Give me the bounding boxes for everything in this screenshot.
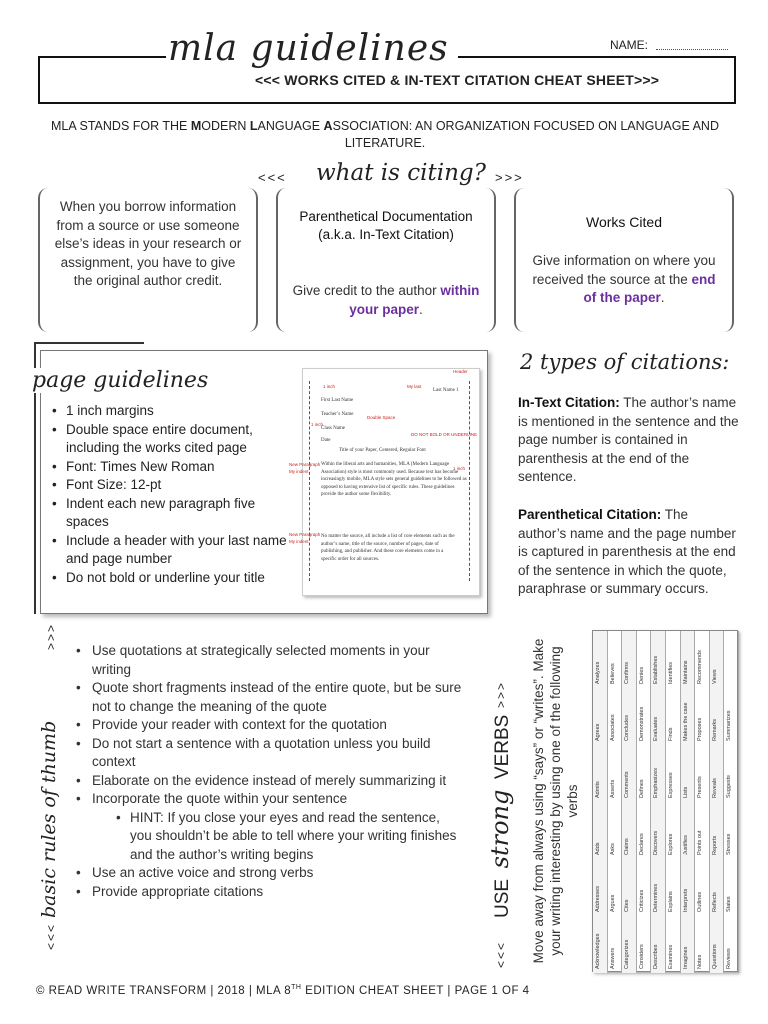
verbs-table-cell: Associates xyxy=(609,714,616,741)
sample-page-image xyxy=(289,368,480,596)
verbs-table-cell: Explores xyxy=(668,833,674,855)
intext-text: The author’s name is mentioned in the sentence and the page number is contained in parenthesis at the end of the sentence. xyxy=(518,395,739,484)
list-item: • Do not start a sentence with a quotation unless you build context xyxy=(76,735,464,772)
verbs-table-column xyxy=(724,631,739,973)
rules-sublist xyxy=(116,809,464,865)
verbs-table-column xyxy=(695,631,710,973)
verbs-arrows-bottom: <<< xyxy=(494,940,508,968)
parenthetical-body-end: . xyxy=(419,301,423,317)
footer-sup: TH xyxy=(291,984,302,991)
footer-text: © READ WRITE TRANSFORM | 2018 | MLA 8 xyxy=(36,984,292,997)
sub-list-item: • HINT: If you close your eyes and read the sentence, you shouldn’t be able to tell where your writing finishes and the author’s writing begins xyxy=(116,809,464,865)
verbs-table-cell: Determines xyxy=(653,883,660,912)
verbs-table xyxy=(592,630,738,972)
list-item: • Double space entire document, including the works cited page xyxy=(52,421,288,458)
verbs-table-cell: Summarizes xyxy=(726,710,733,741)
verbs-table-cell: Concludes xyxy=(624,715,631,741)
rules-list xyxy=(76,642,464,901)
verbs-table-cell: Comments xyxy=(624,771,631,798)
intext-label: In-Text Citation: xyxy=(518,395,620,410)
verbs-table-cell: Views xyxy=(711,669,718,684)
list-item: • 1 inch margins xyxy=(52,402,288,421)
parenthetical-body-text: Give credit to the author xyxy=(292,283,441,298)
verbs-table-cell: Discovers xyxy=(653,830,660,855)
verbs-table-cell: Makes the case xyxy=(682,702,689,741)
intro-part3: ANGUAGE xyxy=(257,119,324,133)
intro-a: A xyxy=(323,119,333,133)
intro-part4: SSOCIATION: AN ORGANIZATION FOCUSED ON LANGUAGE AND LITERATURE. xyxy=(332,119,719,150)
verbs-table-cell: Imagines xyxy=(682,946,689,969)
works-cited-body-text: Give information on where you received the source at the xyxy=(532,253,716,287)
works-cited-body-end: . xyxy=(660,290,665,305)
verbs-table-column xyxy=(637,631,652,973)
rules-title: basic rules of thumb xyxy=(38,720,60,918)
verbs-strong: strong xyxy=(486,789,514,869)
parenthetical-highlight: within your paper xyxy=(349,283,480,317)
page-title: mla guidelines xyxy=(168,28,449,69)
parenthetical-heading: Parenthetical Documentation (a.k.a. In-Text Citation) xyxy=(299,209,473,242)
paren-label: Parenthetical Citation: xyxy=(518,507,662,522)
list-item: • Indent each new paragraph five spaces xyxy=(52,495,288,532)
verbs-table-cell: Declares xyxy=(638,833,645,855)
verbs-table-cell: Reveals xyxy=(711,778,718,798)
sample-line: Class Name xyxy=(321,426,346,431)
verbs-table-cell: Addresses xyxy=(595,886,601,912)
page-guidelines-list xyxy=(52,402,288,587)
verbs-grid xyxy=(593,631,739,973)
verbs-table-cell: Denies xyxy=(638,666,645,684)
verbs-table-cell: Asserts xyxy=(609,779,616,798)
verbs-table-cell: Questions xyxy=(711,944,718,969)
verbs-table-cell: Explains xyxy=(668,891,674,912)
verbs-table-cell: Lists xyxy=(682,786,689,798)
name-label: NAME: xyxy=(610,38,649,52)
verbs-table-cell: Argues xyxy=(609,894,616,912)
verbs-arrows-top: >>> xyxy=(494,680,508,708)
works-cited-body xyxy=(528,252,720,308)
sample-margin-line xyxy=(309,381,310,581)
verbs-table-cell: Stresses xyxy=(726,833,733,855)
list-item xyxy=(76,790,464,864)
verbs-table-cell: Establishes xyxy=(653,655,660,684)
paren-text: The author’s name and the page number is captured in parenthesis at the end of the sentence in which the quote, paraphrase or summary occurs. xyxy=(518,507,736,596)
verbs-table-cell: Answers xyxy=(609,947,616,969)
verbs-table-column xyxy=(651,631,666,973)
verbs-table-cell: Adds xyxy=(595,842,601,855)
verbs-description: Move away from always using “says” or “writes”. Make your writing interesting by using one of the following verbs xyxy=(531,638,580,964)
verbs-use: USE xyxy=(492,878,513,918)
citing-arrows-left: <<< xyxy=(258,170,287,185)
verbs-table-column xyxy=(593,631,608,973)
works-cited-heading: Works Cited xyxy=(586,214,662,230)
sample-new-paragraph-2: New Paragraph xyxy=(289,532,321,537)
sample-one-inch-left: 1 inch xyxy=(311,422,324,427)
sample-margin-line xyxy=(469,381,470,581)
sample-new-paragraph: New Paragraph xyxy=(289,462,321,467)
sample-my-last: My last xyxy=(407,384,422,389)
verbs-table-cell: Finds xyxy=(668,727,674,741)
list-item: • Do not bold or underline your title xyxy=(52,569,288,588)
sample-my-indent-2: My indent xyxy=(289,539,309,544)
list-item: • Use quotations at strategically selected moments in your writing xyxy=(76,642,464,679)
verbs-table-cell: Recommends xyxy=(697,650,704,684)
sample-title: Title of your Paper, Centered, Regular Font xyxy=(339,448,426,453)
verbs-table-cell: Categorizes xyxy=(624,939,631,969)
parenthetical-body xyxy=(290,282,482,319)
verbs-table-cell: Emphasizes xyxy=(653,768,660,798)
sample-one-inch-top: 1 inch xyxy=(323,384,336,389)
verbs-table-cell: Interprets xyxy=(682,888,689,912)
rules-arrows-bottom: <<< xyxy=(44,922,58,950)
verbs-table-cell: Proposes xyxy=(697,717,704,741)
list-item: • Font Size: 12-pt xyxy=(52,476,288,495)
verbs-table-cell: Outlines xyxy=(697,891,704,912)
intro-m: M xyxy=(190,119,202,133)
verbs-table-cell: Reports xyxy=(711,835,718,855)
verbs-table-cell: Believes xyxy=(609,663,616,684)
sample-double-space: Double Space xyxy=(367,415,396,420)
sample-my-indent: My indent xyxy=(289,469,309,474)
verbs-table-cell: Identifies xyxy=(668,661,674,684)
sample-body-2: No matter the source, all include a list of core elements such as the author’s name, title of the source, number of pages, date of publishing, and publisher. And these core elements come in a specific order for all sources. xyxy=(321,534,455,562)
sample-body-1: Within the liberal arts and humanities, MLA (Modern Language Association) style is most commonly used. Because text has become increasingly mobile, MLA style sets general guidelines to be followed as opposed to having extensive list of specific rules. These guidelines provide the author some flexibility. xyxy=(321,462,467,497)
list-item: • Provide appropriate citations xyxy=(76,883,464,902)
verbs-table-column xyxy=(710,631,725,973)
sample-line: First Last Name xyxy=(321,398,354,403)
verbs-table-cell: Criticizes xyxy=(638,889,645,912)
list-item-text: Incorporate the quote within your sentence xyxy=(92,791,348,806)
sample-header-note: Header xyxy=(453,369,468,374)
verbs-table-column xyxy=(666,631,681,973)
verbs-table-cell: Claims xyxy=(624,838,631,855)
verbs-table-cell: States xyxy=(726,896,733,912)
verbs-word: VERBS xyxy=(492,714,513,780)
verbs-table-cell: Notes xyxy=(697,954,704,969)
parenthetical-citation xyxy=(518,506,740,599)
sample-one-inch-right: 1 inch xyxy=(453,466,466,471)
list-item: • Provide your reader with context for the quotation xyxy=(76,716,464,735)
verbs-table-cell: Suggests xyxy=(726,775,733,798)
verbs-table-cell: Examines xyxy=(668,944,674,969)
verbs-table-cell: Points out xyxy=(697,830,704,855)
verbs-table-cell: Asks xyxy=(609,843,616,855)
sample-line: Teacher’s Name xyxy=(321,412,354,417)
list-item: • Use an active voice and strong verbs xyxy=(76,864,464,883)
verbs-table-cell: Cites xyxy=(624,899,631,912)
intro-part1: MLA STANDS FOR THE xyxy=(51,119,191,133)
intext-citation xyxy=(518,394,740,487)
sample-do-not-bold: DO NOT BOLD OR UNDERLINE xyxy=(411,432,478,437)
verbs-table-cell: Reflects xyxy=(711,892,718,912)
citing-title: what is citing? xyxy=(316,160,486,186)
verbs-table-cell: Acknowledges xyxy=(595,933,601,969)
page-guidelines-title: page guidelines xyxy=(28,368,212,393)
list-item: • Quote short fragments instead of the entire quote, but be sure not to change the meaning of the quote xyxy=(76,679,464,716)
list-item: • Elaborate on the evidence instead of merely summarizing it xyxy=(76,772,464,791)
verbs-table-column xyxy=(608,631,623,973)
sample-line: Date xyxy=(321,438,331,443)
intro-part2: ODERN xyxy=(201,119,250,133)
intro-l: L xyxy=(249,119,258,133)
footer-text-end: EDITION CHEAT SHEET | PAGE 1 OF 4 xyxy=(301,984,530,997)
verbs-table-cell: Justifies xyxy=(682,835,689,855)
verbs-title xyxy=(486,715,514,918)
verbs-table-cell: Reviews xyxy=(726,948,733,969)
rules-arrows-top: >>> xyxy=(44,622,58,650)
verbs-table-cell: Analyzes xyxy=(595,661,601,684)
types-title: 2 types of citations: xyxy=(520,350,730,374)
verbs-table-cell: Confirms xyxy=(624,661,631,684)
intro-text xyxy=(40,118,730,152)
verbs-table-cell: Describes xyxy=(653,944,660,969)
verbs-table-cell: Expresses xyxy=(668,772,674,798)
verbs-table-cell: Defines xyxy=(638,779,645,798)
verbs-table-cell: Remarks xyxy=(711,718,718,741)
verbs-table-column xyxy=(622,631,637,973)
verbs-table-cell: Considers xyxy=(638,944,645,969)
list-item: • Include a header with your last name and page number xyxy=(52,532,288,569)
verbs-table-column xyxy=(681,631,696,973)
page-subtitle: <<< WORKS CITED & IN-TEXT CITATION CHEAT SHEET>>> xyxy=(255,72,660,88)
verbs-table-cell: Demonstrates xyxy=(638,706,645,741)
verbs-table-cell: Presents xyxy=(697,776,704,798)
citing-arrows-right: >>> xyxy=(495,170,524,185)
sample-last-name: Last Name 1 xyxy=(433,388,459,393)
page-guidelines-accent-top xyxy=(34,342,144,344)
verbs-table-cell: Admits xyxy=(595,781,601,798)
footer xyxy=(36,984,736,997)
list-item: • Font: Times New Roman xyxy=(52,458,288,477)
name-field[interactable] xyxy=(656,49,728,50)
verbs-table-cell: Agrees xyxy=(595,723,601,741)
citing-definition-text: When you borrow information from a source or use someone else’s ideas in your research or assignment, you have to give the original author credit. xyxy=(54,199,242,288)
verbs-table-cell: Maintains xyxy=(682,660,689,684)
works-cited-highlight: end of the paper xyxy=(583,271,716,305)
verbs-table-cell: Evaluates xyxy=(653,716,660,741)
